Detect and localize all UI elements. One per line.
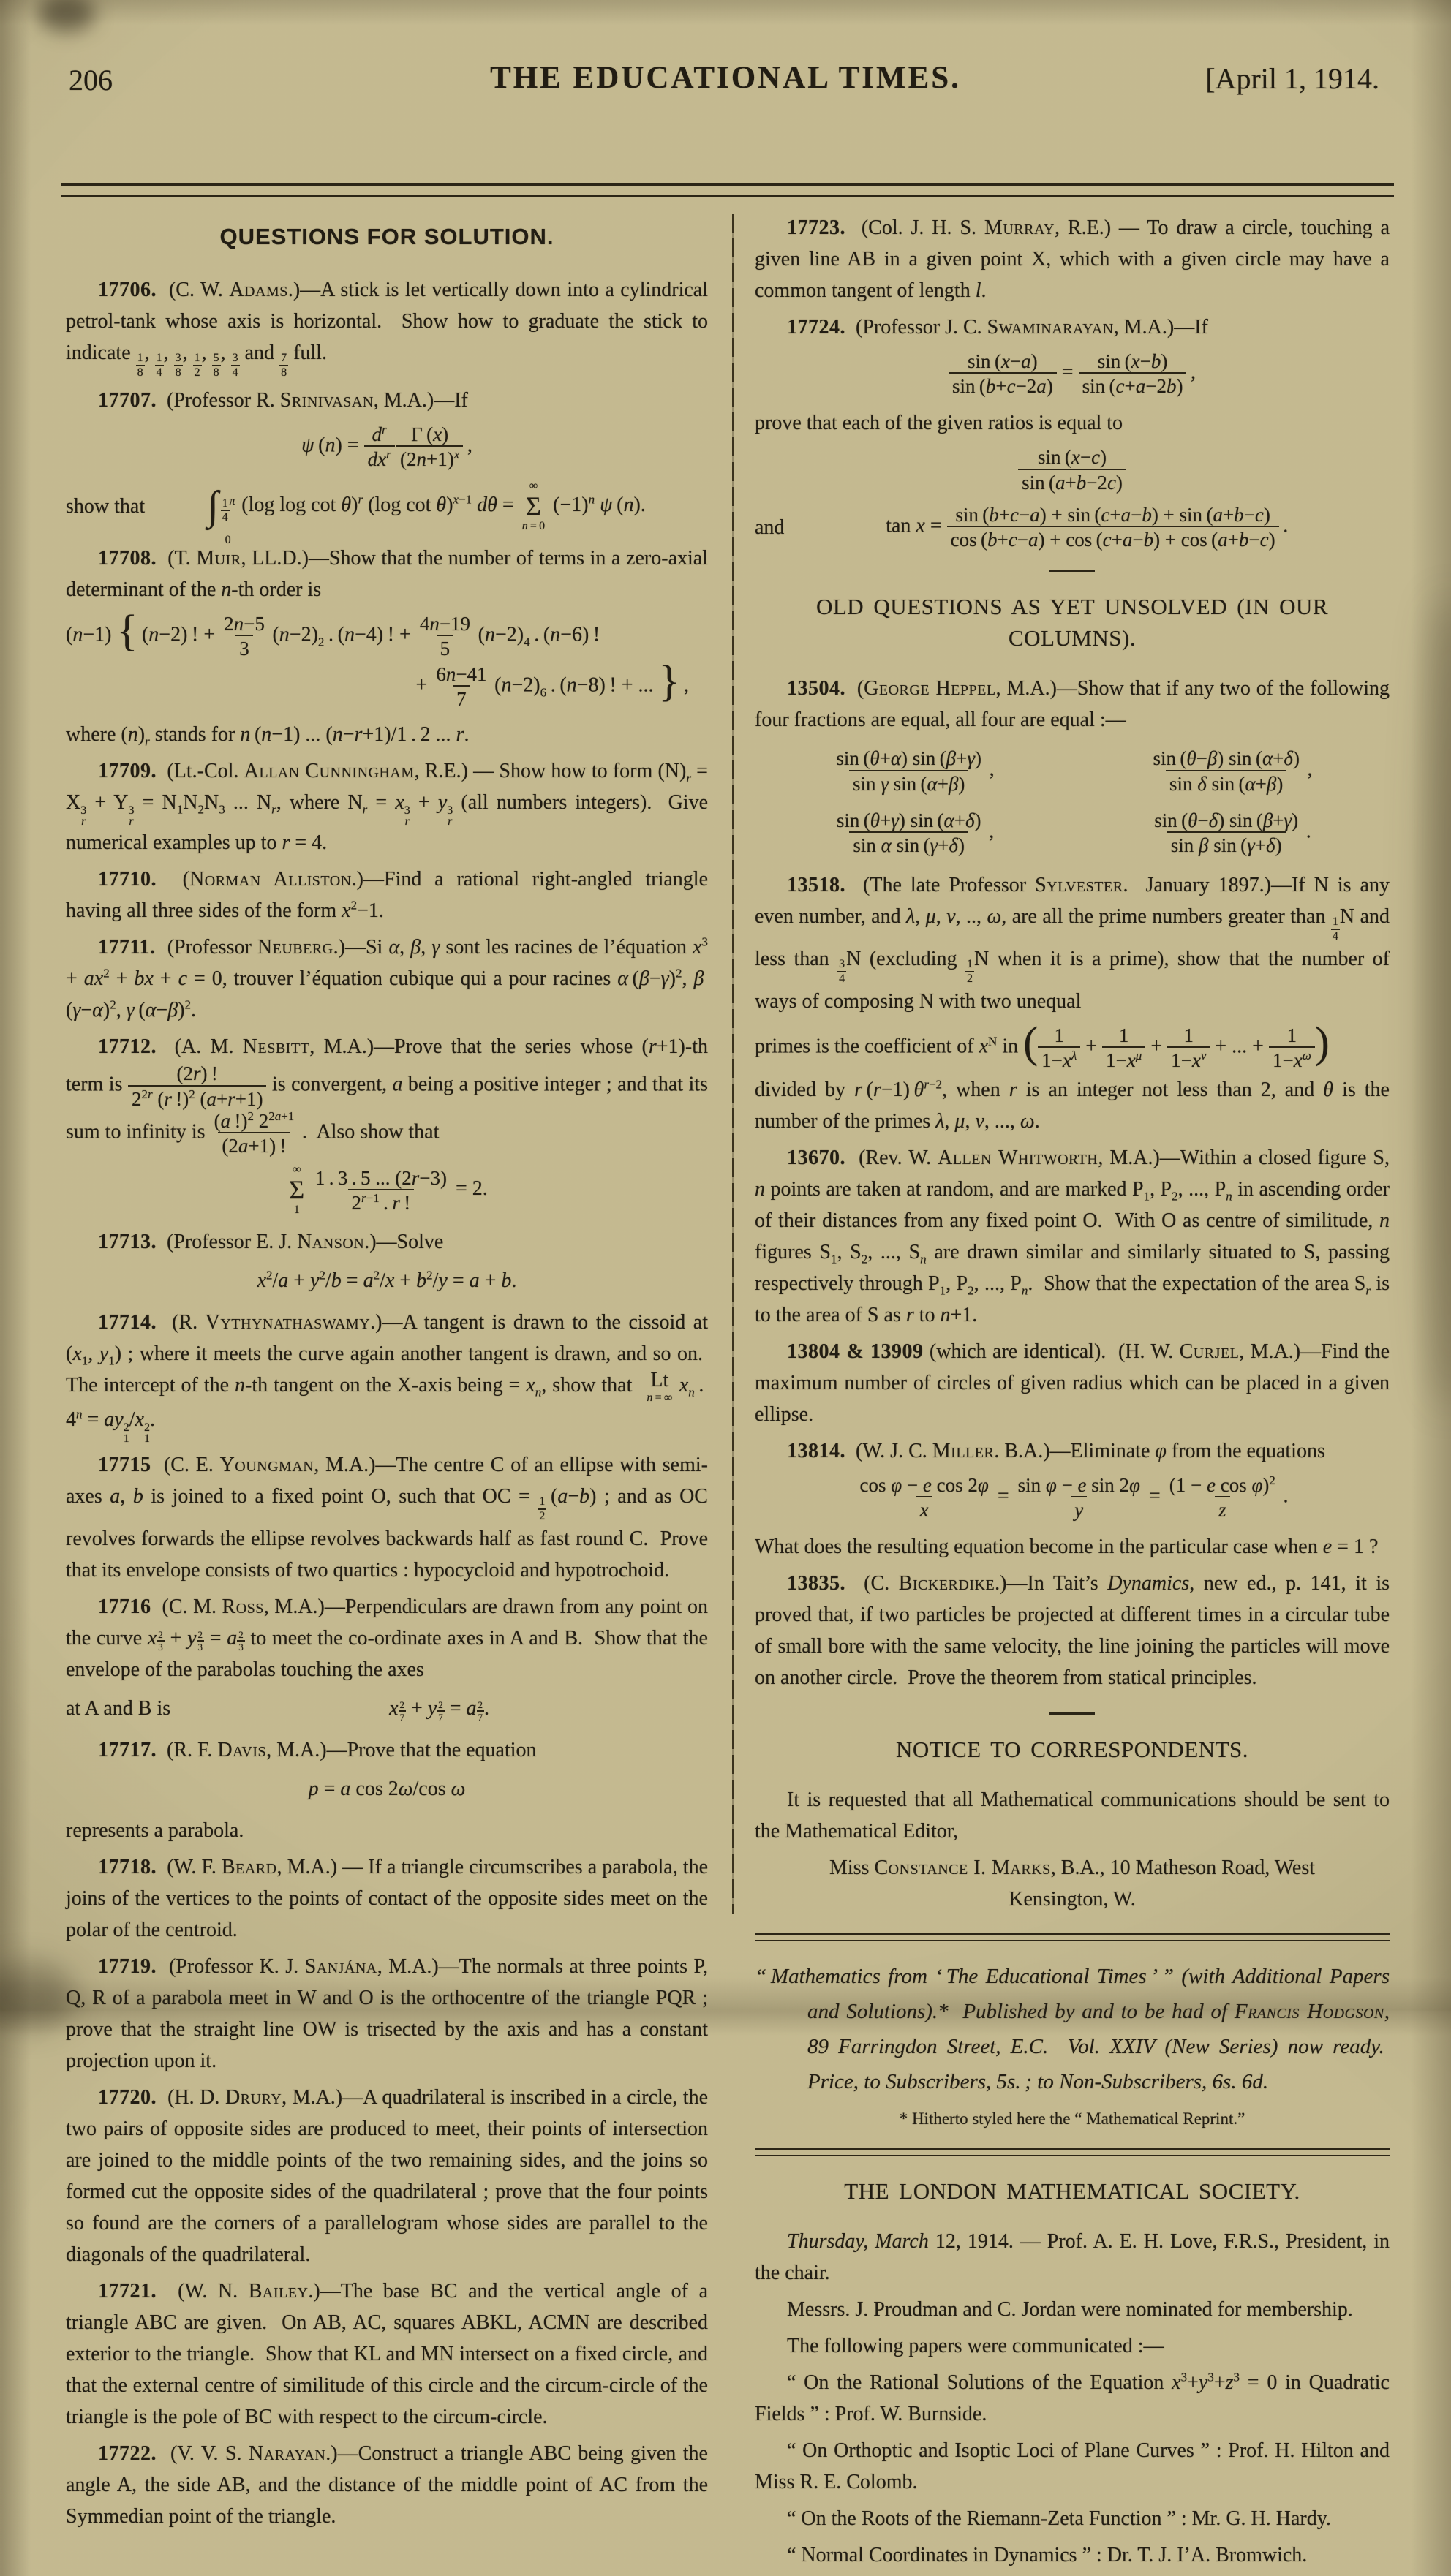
question-17715: 17715 (C. E. Youngman, M.A.)—The centre C of an ellipse with semi-axes a, b is joined to a fixed point O, such that OC = $\frac{1}{2}$ (a−b) ; and as OC revolves forwards the ellipse revolves backwards half as fast round C. Prove that its envelope consists of two quartics : hypocycloid and hypotrochoid.	[66, 1454, 708, 1582]
question-17707: 17707. (Professor R. Srinivasan, M.A.)—If	[98, 388, 468, 412]
question-17713: 17713. (Professor E. J. Nanson.)—Solve	[98, 1231, 444, 1254]
lms-paper-1: “ On the Rational Solutions of the Equation $x^3+y^3+z^3 = 0$ in Quadratic Fields ” : Prof. W. Burnside.	[755, 2371, 1390, 2426]
section-rule-3	[755, 1933, 1390, 1941]
editor-address-line1: Miss Constance I. Marks, B.A., 10 Matheson Road, West	[829, 1857, 1315, 1880]
question-17709: 17709. (Lt.-Col. Allan Cunningham, R.E.) — Show how to form $(N)_r = X$ 3 r + Y 3 r = $N_1N_2N_3$ ... $N_r$, where $N_r = x$ 3 r + y 3 r (all numbers integers). Give numerical examples up to r = 4.	[66, 760, 709, 855]
question-13814-text2: What does the resulting equation become in the particular case when e = 1 ?	[755, 1536, 1379, 1559]
question-17708-formula-line1: (n−1) { (n−2) ! + $\frac{2n-5}{3}$ $(n-2)_2$ . (n−4) ! + $\frac{4n-19}{5}$ $(n-2)_4$ . (n−6) !	[66, 606, 600, 660]
page-date: [April 1, 1914.	[1205, 62, 1379, 95]
question-13504-fractions: $\frac{\sin (\theta+\alpha) \sin (\beta+\gamma)}{\text{sin γ sin (α+β)}}$ , $\frac{\sin (\theta-\beta) \sin (\alpha+\delta)}{\text{sin δ sin (α+β)}}$ , $\frac{\sin (\theta+\gamma) \sin (\alpha+\delta)}{\text{sin α sin (γ+δ)}}$ , $\frac{\sin (\theta-\delta) \sin (\beta+\gamma)}{\text{sin β sin (γ+δ)}}$ .	[836, 747, 1313, 857]
lms-paper-2: “ On Orthoptic and Isoptic Loci of Plane Curves ” : Prof. H. Hilton and Miss R. E. Colomb.	[755, 2439, 1390, 2494]
page-title: THE EDUCATIONAL TIMES.	[490, 61, 961, 95]
question-13814-formula: $\frac{\text{cos φ − e cos 2φ}}{x}$ = $\frac{\text{sin φ − e sin 2φ}}{y}$ = $\frac{(1 - e \cos \varphi)^2}{z}$ .	[859, 1473, 1289, 1522]
lms-paper-3: “ On the Roots of the Riemann-Zeta Function ” : Mr. G. H. Hardy.	[787, 2507, 1331, 2531]
header-rule-bottom	[61, 195, 1394, 197]
question-17714: 17714. (R. Vythynathaswamy.)—A tangent is drawn to the cissoid at ($x_1$, $y_1$) ; where it meets the curve again another tangent is drawn, and so on. The intercept of the n-th tangent on the X-axis being = $x_n$, show that Lt n = ∞ $x_n$ . $4^n$ = ay 2 1 /x 2 1 .	[66, 1311, 709, 1446]
lms-meeting-line: Thursday, March 12, 1914. — Prof. A. E. H. Love, F.R.S., President, in the chair.	[755, 2230, 1390, 2285]
question-17721: 17721. (W. N. Bailey.)—The base BC and the vertical angle of a triangle ABC are given. On AB, AC, squares ABKL, ACMN are described exterior to the triangle. Show that KL and MN intersect on a fixed circle, and that the external centre of similitude of this circle and the circum-circle of the triangle is the pole of BC with respect to the circum-circle.	[66, 2279, 708, 2428]
ink-stain-bottom-left	[0, 1963, 76, 2028]
question-17711: 17711. (Professor Neuberg.)—Si α, β, γ sont les racines de l’équation $x^3 + ax^2$ + bx + c = 0, trouver l’équation cubique qui a pour racines α $(\beta-\gamma)^2$, β $(\gamma-\alpha)^2$, γ $(\alpha-\beta)^2$.	[66, 935, 709, 1022]
notice-to-correspondents-heading: NOTICE TO CORRESPONDENTS.	[895, 1737, 1249, 1763]
questions-for-solution-heading: QUESTIONS FOR SOLUTION.	[219, 224, 554, 249]
question-17719: 17719. (Professor K. J. Sanjána, M.A.)—The normals at three points P, Q, R of a parabola meet in W and O is the orthocentre of the triangle PQR ; prove that the straight line OW is trisected by the axis and has a constant projection upon it.	[66, 1954, 708, 2072]
question-17717: 17717. (R. F. Davis, M.A.)—Prove that the equation	[98, 1738, 537, 1761]
question-17724-formula-third: $\frac{\sin (x-c)}{\sin (a+b-2c)}$	[755, 446, 1390, 493]
question-17718: 17718. (W. F. Beard, M.A.) — If a triangle circumscribes a parabola, the joins of the vertices to the points of contact of the opposite sides meet on the polar of the centroid.	[66, 1855, 709, 1941]
ink-stain-top-left	[38, 0, 95, 32]
section-rule-1	[1049, 570, 1095, 572]
question-17724-text: prove that each of the given ratios is equal to	[755, 412, 1123, 435]
question-13504: 13504. (George Heppel, M.A.)—Show that if any two of the following four fractions are equal, all four are equal :—	[755, 677, 1390, 732]
question-13835: 13835. (C. Bickerdike.)—In Tait’s Dynamics, new ed., p. 141, it is proved that, if two particles be projected at different times in a circular tube of small bore with the same velocity, the line joining the particles will move on another circle. Prove the theorem from statical principles.	[755, 1572, 1390, 1690]
header-rule-top	[61, 183, 1394, 186]
lms-nominations: Messrs. J. Proudman and C. Jordan were nominated for membership.	[787, 2298, 1353, 2322]
question-17708-note: where $(n)_r$ stands for n (n−1) ... (n−r+1)/1 . 2 ... r.	[66, 723, 470, 749]
question-17713-formula: $x^2/a + y^2/b = a^2/x + b^2/y = a + b$.	[257, 1268, 517, 1293]
question-17722: 17722. (V. V. S. Narayan.)—Construct a triangle ABC being given the angle A, the side AB, and the distance of the middle point of AC from the Symmedian point of the triangle.	[66, 2441, 708, 2528]
section-rule-4	[755, 2148, 1390, 2156]
column-divider	[732, 214, 734, 1914]
question-17708-formula-line2: + $\frac{6n-41}{7}$ $(n-2)_6$ . (n−8) ! + ... } ,	[415, 657, 689, 710]
publication-notice: “ Mathematics from ‘ The Educational Times ’ ” (with Additional Papers and Solutions).* Published by and to be had of Francis Hodgson, 89 Farringdon Street, E.C. Vol. XXIV (New Series) now ready. Price, to Subscribers, 5s. ; to Non-Subscribers, 6s. 6d.	[755, 1965, 1390, 2094]
editor-address-line2: Kensington, W.	[1009, 1888, 1136, 1911]
question-17724-formula-ratios: $\frac{\sin (x-a)}{\sin (b+c-2a)}$ = $\frac{\sin (x-b)}{\sin (c+a-2b)}$ ,	[755, 350, 1390, 397]
publication-footnote: * Hitherto styled here the “ Mathematical Reprint.”	[899, 2109, 1245, 2129]
question-13670: 13670. (Rev. W. Allen Whitworth, M.A.)—Within a closed figure S, n points are taken at random, and are marked $P_1$, $P_2$, ..., $P_n$ in ascending order of their distances from any fixed point O. With O as centre of similitude, n figures $S_1$, $S_2$, ..., $S_n$ are drawn similar and similarly situated to S, passing respectively through $P_1$, $P_2$, ..., $P_n$. Show that the expectation of the area $S_r$ is to the area of S as r to n+1.	[755, 1147, 1390, 1326]
question-17707-formula-psi: ψ (n) = $d^r$ $dx^r$ $\frac{\Gamma (x)}{(2n+1)^x}$ ,	[301, 422, 472, 470]
question-17707-formula-integral: show that ∫ $\frac{1}{4}$ π 0 (log log cot θ)$^r$ (log cot θ)$^{x-1}$ dθ = ∞ Σ n = 0 $(-1)^n$ ψ (n).	[66, 480, 646, 547]
question-17716: 17716 (C. M. Ross, M.A.)—Perpendiculars are drawn from any point on the curve x $^{\frac{2}{3}}$ + y $^{\frac{2}{3}}$ = a $^{\frac{2}{3}}$ to meet the co-ordinate axes in A and B. Show that the envelope of the parabolas touching the axes	[66, 1595, 708, 1681]
notice-text: It is requested that all Mathematical communications should be sent to the Mathematical Editor,	[755, 1789, 1390, 1843]
page-edge-shadow-right	[1423, 600, 1451, 1404]
lms-papers-intro: The following papers were communicated :—	[787, 2335, 1164, 2358]
old-questions-heading: OLD QUESTIONS AS YET UNSOLVED (IN OUR COLUMNS).	[815, 594, 1329, 651]
question-17712: 17712. (A. M. Nesbitt, M.A.)—Prove that the series whose (r+1)-th term is $\frac{(2r) !}{2^{2r} (r !)^2 (a+r+1)}$ is convergent, a being a positive integer ; and that its sum to infinity is $\frac{(a !)^2 2^{2a+1}}{(2a+1) !}$ . Also show that	[66, 1035, 708, 1157]
question-17716-formula: at A and B is x $^{\frac{2}{7}}$ + y $^{\frac{2}{7}}$ = a $^{\frac{2}{7}}$ .	[66, 1696, 490, 1723]
question-17723: 17723. (Col. J. H. S. Murray, R.E.) — To draw a circle, touching a given line AB in a given point X, which with a given circle may have a common tangent of length l.	[755, 216, 1390, 302]
question-17708: 17708. (T. Muir, LL.D.)—Show that the number of terms in a zero-axial determinant of the n-th order is	[66, 547, 708, 602]
lms-paper-4: “ Normal Coordinates in Dynamics ” : Dr. T. J. I’A. Bromwich.	[787, 2544, 1308, 2567]
question-13518-text2: divided by r (r−1) $\theta^{r-2}$, when r is an integer not less than 2, and θ is the number of the primes λ, μ, ν, ..., ω.	[755, 1077, 1390, 1133]
question-17706: 17706. (C. W. Adams.)—A stick is let vertically down into a cylindrical petrol-tank whose axis is horizontal. Show how to graduate the stick to indicate $\frac{1}{8}$ , $\frac{1}{4}$ , $\frac{3}{8}$ , $\frac{1}{2}$ , $\frac{5}{8}$ , $\frac{3}{4}$ and $\frac{7}{8}$ full.	[66, 279, 708, 379]
question-17712-formula-sum: ∞ Σ 1 $\frac{1 . 3 . 5 ... (2r-3)}{2^{r-1} . r !}$ = 2.	[289, 1163, 488, 1217]
question-13814: 13814. (W. J. C. Miller. B.A.)—Eliminate φ from the equations	[787, 1440, 1325, 1462]
question-17720: 17720. (H. D. Drury, M.A.)—A quadrilateral is inscribed in a circle, the two pairs of opposite sides are produced to meet, their points of intersection are joined to the middle points of the two remaining sides, and the joins so formed cut the opposite sides of the quadrilateral ; prove that the four points so found are the corners of a parallelogram whose sides are parallel to the diagonals of the quadrilateral.	[66, 2085, 708, 2266]
question-17717-note: represents a parabola.	[66, 1818, 244, 1842]
question-17717-formula: p = a cos 2ω/cos ω	[308, 1777, 466, 1800]
london-mathematical-society-heading: THE LONDON MATHEMATICAL SOCIETY.	[844, 2178, 1300, 2205]
right-column	[755, 212, 1390, 2576]
left-column	[66, 212, 708, 2537]
question-13804-13909: 13804 & 13909 (which are identical). (H. W. Curjel, M.A.)—Find the maximum number of circles of given radius which can be placed in a given ellipse.	[755, 1340, 1390, 1426]
question-17724-formula-tan: and tan x = $\frac{\sin (b+c-a) + \sin (c+a-b) + \sin (a+b-c)}{\cos (b+c-a) + \cos (c+a-b) + \cos (a+b-c)}$ .	[755, 503, 1289, 551]
page-number: 206	[69, 64, 113, 97]
question-17724: 17724. (Professor J. C. Swaminarayan, M.A.)—If	[787, 316, 1208, 339]
question-13518: 13518. (The late Professor Sylvester. January 1897.)—If N is any even number, and λ, μ, ν, .., ω, are all the prime numbers greater than $\frac{1}{4}$ N and less than $\frac{3}{4}$ N (excluding $\frac{1}{2}$ N when it is a prime), show that the number of ways of composing N with two unequal	[755, 874, 1390, 1013]
question-13518-formula: primes is the coefficient of $x^N$ in ( $\frac{1}{1-x^\lambda}$ + $\frac{1}{1-x^\mu}$ + $\frac{1}{1-x^\nu}$ + ... + $\frac{1}{1-x^\omega}$ )	[755, 1018, 1330, 1071]
question-17710: 17710. (Norman Alliston.)—Find a rational right-angled triangle having all three sides of the form $x^2-1$.	[66, 868, 709, 923]
section-rule-2	[1049, 1712, 1095, 1715]
